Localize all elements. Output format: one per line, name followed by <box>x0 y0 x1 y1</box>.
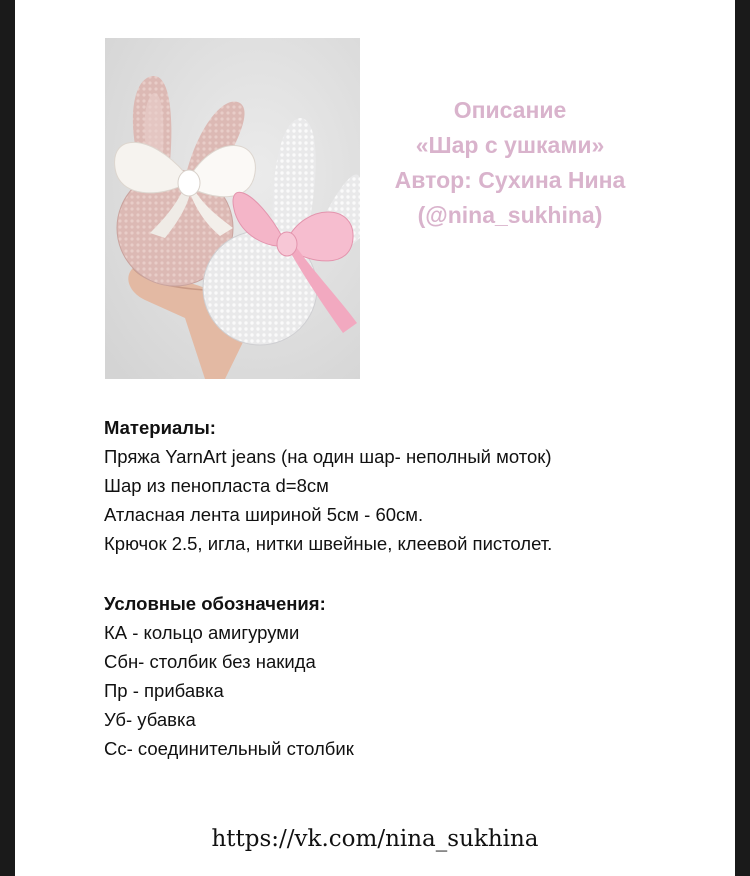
product-photo <box>105 38 360 379</box>
author-vk-link[interactable]: https://vk.com/nina_sukhina <box>211 826 539 852</box>
legend-section <box>104 589 354 763</box>
title-pattern-name: «Шар с ушками» <box>415 132 605 158</box>
legend-item: Сбн- столбик без накида <box>104 651 316 672</box>
legend-item: КА - кольцо амигуруми <box>104 622 300 643</box>
title-author: Автор: Сухина Нина <box>394 167 626 193</box>
materials-item: Шар из пенопласта d=8см <box>104 475 329 496</box>
title-description: Описание <box>453 97 567 123</box>
materials-item: Крючок 2.5, игла, нитки швейные, клеевой пистолет. <box>104 533 553 554</box>
pattern-title <box>360 93 660 233</box>
materials-section <box>104 413 552 558</box>
materials-item: Пряжа YarnArt jeans (на один шар- неполный моток) <box>104 446 552 467</box>
materials-item: Атласная лента шириной 5см - 60см. <box>104 504 424 525</box>
legend-heading: Условные обозначения: <box>104 593 326 614</box>
legend-item: Пр - прибавка <box>104 680 224 701</box>
legend-item: Сс- соединительный столбик <box>104 738 354 759</box>
materials-heading: Материалы: <box>104 417 216 438</box>
bunny-balls-illustration <box>105 38 360 379</box>
legend-item: Уб- убавка <box>104 709 196 730</box>
document-page <box>15 0 735 876</box>
title-handle: (@nina_sukhina) <box>417 202 603 228</box>
